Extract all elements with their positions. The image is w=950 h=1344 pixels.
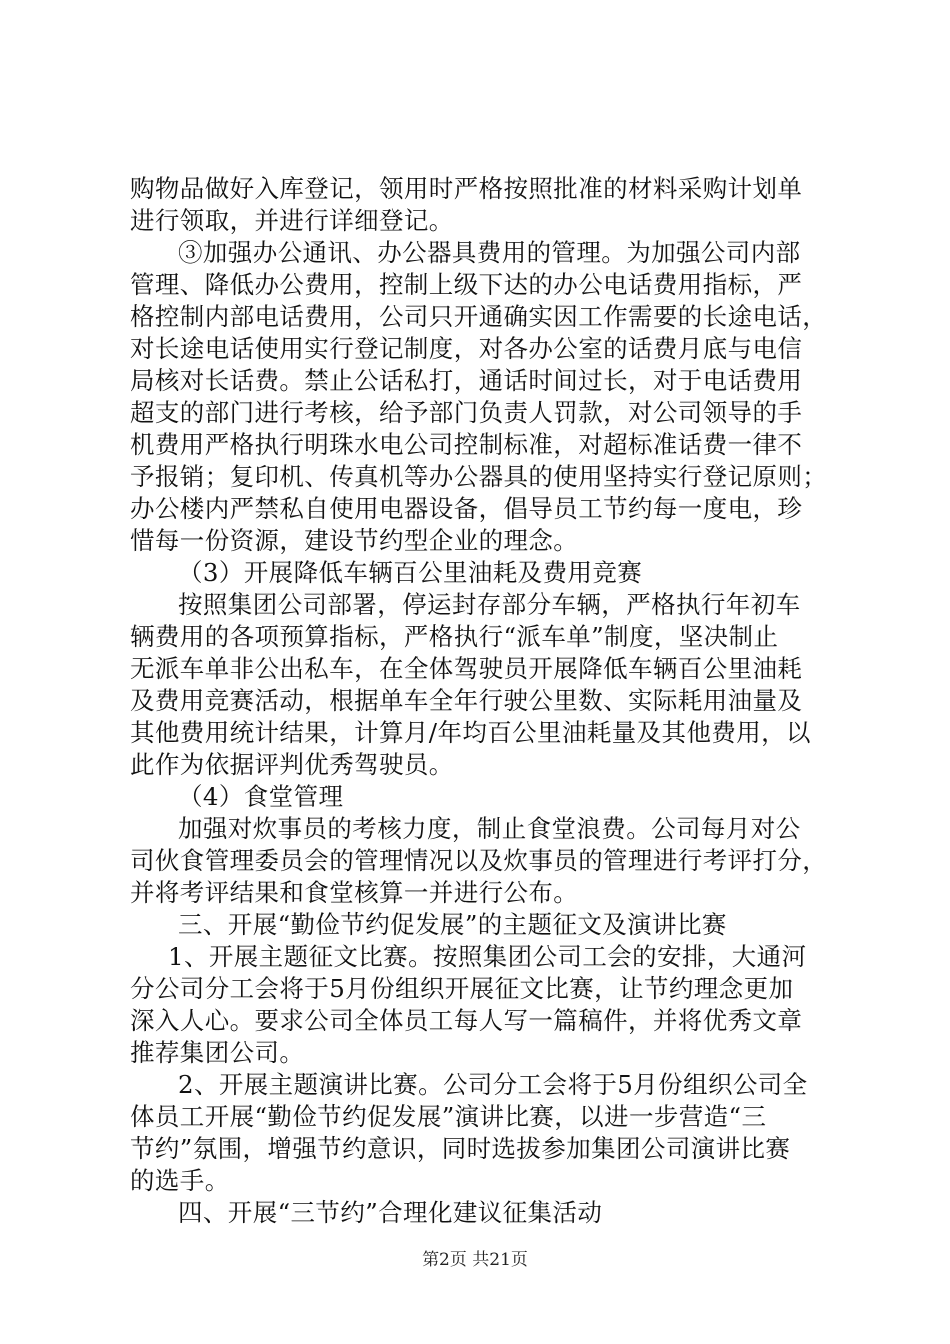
text-line: 司伙食管理委员会的管理情况以及炊事员的管理进行考评打分， <box>130 846 828 875</box>
text-line: 其他费用统计结果，计算月/年均百公里油耗量及其他费用，以 <box>130 718 811 747</box>
text-line: 对长途电话使用实行登记制度，对各办公室的话费月底与电信 <box>130 334 803 363</box>
text-line: 1、开展主题征文比赛。按照集团公司工会的安排，大通河 <box>168 942 807 971</box>
text-line: 无派车单非公出私车，在全体驾驶员开展降低车辆百公里油耗 <box>130 654 803 683</box>
text-line: 此作为依据评判优秀驾驶员。 <box>130 750 454 779</box>
text-line: 三、开展“勤俭节约促发展”的主题征文及演讲比赛 <box>178 910 727 939</box>
text-line: 推荐集团公司。 <box>130 1038 305 1067</box>
text-line: 购物品做好入库登记，领用时严格按照批准的材料采购计划单 <box>130 174 803 203</box>
text-line: 深入人心。要求公司全体员工每人写一篇稿件，并将优秀文章 <box>130 1006 803 1035</box>
page-footer: 第2页 共21页 <box>422 1250 528 1270</box>
text-line: 分公司分工会将于5月份组织开展征文比赛，让节约理念更加 <box>130 974 794 1003</box>
text-line: 进行领取，并进行详细登记。 <box>130 206 454 235</box>
text-line: 机费用严格执行明珠水电公司控制标准，对超标准话费一律不 <box>130 430 803 459</box>
text-line: 办公楼内严禁私自使用电器设备，倡导员工节约每一度电，珍 <box>130 494 803 523</box>
text-line: 的选手。 <box>130 1166 230 1195</box>
text-line: 及费用竞赛活动，根据单车全年行驶公里数、实际耗用油量及 <box>130 686 803 715</box>
text-line: 惜每一份资源，建设节约型企业的理念。 <box>130 526 579 555</box>
text-line: 节约”氛围，增强节约意识，同时选拔参加集团公司演讲比赛 <box>130 1134 791 1163</box>
text-line: 并将考评结果和食堂核算一并进行公布。 <box>130 878 579 907</box>
text-line: ③加强办公通讯、办公器具费用的管理。为加强公司内部 <box>178 238 801 267</box>
text-line: 管理、降低办公费用，控制上级下达的办公电话费用指标，严 <box>130 270 803 299</box>
document-body <box>130 173 848 1229</box>
text-line: 四、开展“三节约”合理化建议征集活动 <box>178 1198 603 1227</box>
text-line: 加强对炊事员的考核力度，制止食堂浪费。公司每月对公 <box>178 814 801 843</box>
text-line: 格控制内部电话费用，公司只开通确实因工作需要的长途电话， <box>130 302 828 331</box>
text-line: 2、开展主题演讲比赛。公司分工会将于5月份组织公司全 <box>178 1070 808 1099</box>
text-line: （3）开展降低车辆百公里油耗及费用竞赛 <box>178 558 643 587</box>
text-line: 辆费用的各项预算指标，严格执行“派车单”制度，坚决制止 <box>130 622 779 651</box>
text-line: 按照集团公司部署，停运封存部分车辆，严格执行年初车 <box>178 590 801 619</box>
text-line: 体员工开展“勤俭节约促发展”演讲比赛，以进一步营造“三 <box>130 1102 767 1131</box>
text-line: 超支的部门进行考核，给予部门负责人罚款，对公司领导的手 <box>130 398 803 427</box>
text-line: （4）食堂管理 <box>178 782 344 811</box>
text-line: 局核对长话费。禁止公话私打，通话时间过长，对于电话费用 <box>130 366 803 395</box>
text-line: 予报销；复印机、传真机等办公器具的使用坚持实行登记原则； <box>130 462 828 491</box>
